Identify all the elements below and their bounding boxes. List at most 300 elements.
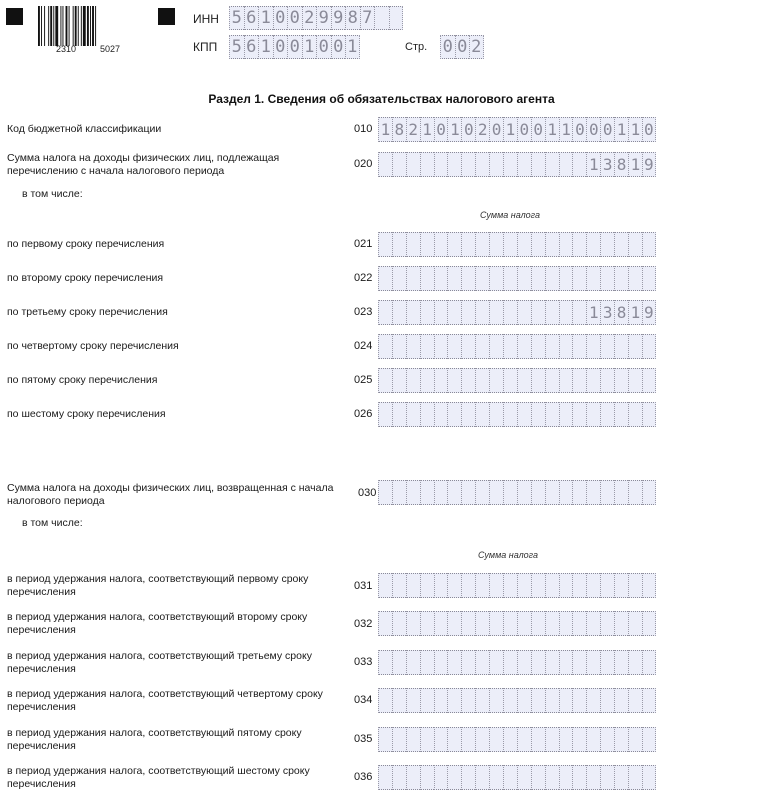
char-cell: 0 xyxy=(586,117,600,142)
row-022-label: по второму сроку перечисления xyxy=(7,272,164,284)
char-cell xyxy=(531,727,545,752)
barcode-bar xyxy=(69,6,70,46)
char-cell xyxy=(489,334,503,359)
char-cell xyxy=(545,611,559,636)
char-cell xyxy=(559,368,573,393)
char-cell xyxy=(600,266,614,291)
char-cell xyxy=(559,573,573,598)
char-cell xyxy=(628,688,642,713)
row-025-field[interactable] xyxy=(378,368,656,393)
char-cell xyxy=(475,765,489,790)
row-022-code: 022 xyxy=(354,272,373,284)
char-cell xyxy=(406,152,420,177)
char-cell xyxy=(600,232,614,257)
char-cell: 0 xyxy=(273,6,288,30)
char-cell xyxy=(614,650,628,675)
char-cell xyxy=(447,368,461,393)
char-cell xyxy=(475,573,489,598)
char-cell xyxy=(586,573,600,598)
char-cell xyxy=(406,650,420,675)
char-cell xyxy=(420,334,434,359)
char-cell: 0 xyxy=(572,117,586,142)
row-023-code: 023 xyxy=(354,306,373,318)
char-cell xyxy=(572,480,586,505)
char-cell xyxy=(545,650,559,675)
char-cell xyxy=(642,765,656,790)
char-cell: 3 xyxy=(600,152,614,177)
char-cell xyxy=(378,368,392,393)
char-cell xyxy=(545,402,559,427)
row-023-label: по третьему сроку перечисления xyxy=(7,306,168,318)
page-number-field[interactable] xyxy=(440,35,484,59)
char-cell xyxy=(378,611,392,636)
char-cell xyxy=(475,611,489,636)
char-cell xyxy=(517,727,531,752)
char-cell xyxy=(461,334,475,359)
char-cell xyxy=(392,368,406,393)
char-cell: 6 xyxy=(244,35,259,59)
char-cell xyxy=(572,727,586,752)
char-cell xyxy=(461,368,475,393)
char-cell xyxy=(475,266,489,291)
barcode-bar xyxy=(60,6,61,46)
char-cell: 9 xyxy=(316,6,331,30)
row-034-field[interactable] xyxy=(378,688,656,713)
char-cell xyxy=(600,402,614,427)
char-cell: 9 xyxy=(642,300,656,325)
char-cell xyxy=(406,727,420,752)
char-cell xyxy=(447,688,461,713)
char-cell xyxy=(447,480,461,505)
char-cell: 0 xyxy=(434,117,448,142)
char-cell xyxy=(461,402,475,427)
char-cell xyxy=(392,650,406,675)
char-cell: 0 xyxy=(273,35,288,59)
char-cell xyxy=(420,480,434,505)
char-cell xyxy=(586,688,600,713)
char-cell xyxy=(378,688,392,713)
char-cell xyxy=(420,402,434,427)
char-cell xyxy=(517,402,531,427)
char-cell xyxy=(406,368,420,393)
row-036-code: 036 xyxy=(354,771,373,783)
row-026-label: по шестому сроку перечисления xyxy=(7,408,166,420)
char-cell xyxy=(572,152,586,177)
char-cell xyxy=(531,266,545,291)
char-cell xyxy=(489,232,503,257)
char-cell xyxy=(628,727,642,752)
row-035-label: в период удержания налога, соответствующий пятому сроку перечисления xyxy=(7,727,302,752)
char-cell xyxy=(503,765,517,790)
row-036-field[interactable] xyxy=(378,765,656,790)
char-cell: 2 xyxy=(475,117,489,142)
barcode-bar xyxy=(83,6,86,46)
char-cell: 0 xyxy=(489,117,503,142)
char-cell xyxy=(461,611,475,636)
char-cell xyxy=(517,611,531,636)
char-cell: 5 xyxy=(229,6,244,30)
char-cell xyxy=(531,300,545,325)
char-cell xyxy=(503,402,517,427)
char-cell xyxy=(531,688,545,713)
char-cell xyxy=(392,688,406,713)
char-cell xyxy=(600,688,614,713)
barcode-bar xyxy=(87,6,89,46)
char-cell xyxy=(489,573,503,598)
char-cell xyxy=(447,266,461,291)
barcode-bar xyxy=(44,6,45,46)
barcode-bar xyxy=(41,6,42,46)
char-cell: 3 xyxy=(600,300,614,325)
char-cell xyxy=(475,152,489,177)
char-cell xyxy=(614,266,628,291)
char-cell xyxy=(406,232,420,257)
char-cell xyxy=(461,650,475,675)
char-cell xyxy=(392,232,406,257)
char-cell: 0 xyxy=(316,35,331,59)
char-cell xyxy=(475,402,489,427)
char-cell xyxy=(447,573,461,598)
char-cell xyxy=(378,266,392,291)
char-cell xyxy=(559,688,573,713)
char-cell xyxy=(531,611,545,636)
row-020-label: Сумма налога на доходы физических лиц, подлежащая перечислению с начала налогового периода xyxy=(7,152,280,177)
char-cell xyxy=(572,300,586,325)
char-cell xyxy=(642,402,656,427)
char-cell xyxy=(503,480,517,505)
char-cell xyxy=(447,727,461,752)
char-cell xyxy=(378,152,392,177)
char-cell xyxy=(517,152,531,177)
inn-field[interactable] xyxy=(229,6,403,30)
char-cell xyxy=(503,266,517,291)
char-cell xyxy=(517,334,531,359)
char-cell xyxy=(489,688,503,713)
char-cell xyxy=(628,402,642,427)
char-cell xyxy=(614,727,628,752)
char-cell xyxy=(475,368,489,393)
char-cell xyxy=(545,152,559,177)
char-cell xyxy=(600,765,614,790)
char-cell xyxy=(392,300,406,325)
char-cell xyxy=(614,402,628,427)
char-cell xyxy=(475,727,489,752)
char-cell xyxy=(489,402,503,427)
char-cell xyxy=(559,727,573,752)
char-cell: 0 xyxy=(287,35,302,59)
char-cell xyxy=(420,727,434,752)
char-cell: 1 xyxy=(420,117,434,142)
char-cell: 1 xyxy=(258,6,273,30)
barcode-bar xyxy=(66,6,68,46)
row-033-field[interactable] xyxy=(378,650,656,675)
char-cell xyxy=(489,152,503,177)
barcode-bar xyxy=(48,6,49,46)
char-cell xyxy=(378,573,392,598)
barcode-bar xyxy=(75,6,77,46)
char-cell xyxy=(503,368,517,393)
char-cell xyxy=(489,650,503,675)
char-cell xyxy=(489,480,503,505)
tax-amount-header-1: Сумма налога xyxy=(480,210,541,220)
char-cell xyxy=(572,573,586,598)
char-cell: 2 xyxy=(302,6,317,30)
char-cell: 1 xyxy=(628,152,642,177)
char-cell xyxy=(545,368,559,393)
including-label-1: в том числе: xyxy=(22,188,83,200)
char-cell xyxy=(600,650,614,675)
char-cell: 1 xyxy=(378,117,392,142)
char-cell xyxy=(475,480,489,505)
char-cell xyxy=(475,300,489,325)
row-030-label: Сумма налога на доходы физических лиц, возвращенная с начала налогового периода xyxy=(7,482,334,507)
char-cell xyxy=(406,765,420,790)
row-021-code: 021 xyxy=(354,238,373,250)
char-cell xyxy=(628,334,642,359)
char-cell xyxy=(447,334,461,359)
char-cell xyxy=(461,688,475,713)
row-026-code: 026 xyxy=(354,408,373,420)
section-title: Раздел 1. Сведения об обязательствах налогового агента xyxy=(208,92,555,106)
char-cell xyxy=(586,266,600,291)
row-021-field[interactable] xyxy=(378,232,656,257)
row-030-field[interactable] xyxy=(378,480,656,505)
char-cell xyxy=(434,573,448,598)
row-022-field[interactable] xyxy=(378,266,656,291)
char-cell xyxy=(642,650,656,675)
row-023-field[interactable] xyxy=(378,300,656,325)
char-cell xyxy=(434,765,448,790)
char-cell xyxy=(461,573,475,598)
char-cell xyxy=(489,727,503,752)
char-cell xyxy=(517,232,531,257)
char-cell: 1 xyxy=(545,117,559,142)
char-cell xyxy=(447,300,461,325)
row-031-label: в период удержания налога, соответствующий первому сроку перечисления xyxy=(7,573,309,598)
char-cell xyxy=(586,611,600,636)
char-cell xyxy=(559,480,573,505)
char-cell xyxy=(420,611,434,636)
row-034-label: в период удержания налога, соответствующий четвертому сроку перечисления xyxy=(7,688,323,713)
barcode-bar xyxy=(38,6,40,46)
char-cell: 0 xyxy=(287,6,302,30)
char-cell xyxy=(461,765,475,790)
char-cell xyxy=(559,650,573,675)
char-cell: 0 xyxy=(531,117,545,142)
char-cell xyxy=(392,266,406,291)
char-cell xyxy=(572,611,586,636)
char-cell xyxy=(545,266,559,291)
char-cell xyxy=(475,334,489,359)
char-cell xyxy=(531,334,545,359)
corner-marker-left xyxy=(6,8,23,25)
row-033-code: 033 xyxy=(354,656,373,668)
char-cell xyxy=(531,573,545,598)
row-031-field[interactable] xyxy=(378,573,656,598)
char-cell xyxy=(392,334,406,359)
row-034-code: 034 xyxy=(354,694,373,706)
char-cell xyxy=(447,402,461,427)
row-032-label: в период удержания налога, соответствующий второму сроку перечисления xyxy=(7,611,308,636)
page-label: Стр. xyxy=(405,41,428,53)
row-032-field[interactable] xyxy=(378,611,656,636)
row-020-field[interactable] xyxy=(378,152,656,177)
char-cell xyxy=(392,727,406,752)
char-cell xyxy=(406,266,420,291)
char-cell xyxy=(545,232,559,257)
char-cell xyxy=(614,573,628,598)
char-cell xyxy=(517,765,531,790)
char-cell xyxy=(614,232,628,257)
char-cell xyxy=(378,402,392,427)
barcode-bar xyxy=(78,6,79,46)
char-cell: 5 xyxy=(229,35,244,59)
row-010-field[interactable] xyxy=(378,117,656,142)
char-cell xyxy=(572,765,586,790)
char-cell xyxy=(642,688,656,713)
char-cell xyxy=(503,688,517,713)
char-cell xyxy=(600,480,614,505)
char-cell xyxy=(586,368,600,393)
char-cell xyxy=(447,611,461,636)
char-cell: 0 xyxy=(461,117,475,142)
char-cell xyxy=(559,334,573,359)
char-cell xyxy=(572,266,586,291)
row-010-label: Код бюджетной классификации xyxy=(7,123,162,135)
char-cell: 1 xyxy=(628,300,642,325)
row-010-code: 010 xyxy=(354,123,373,135)
char-cell xyxy=(586,334,600,359)
barcode-number-right: 5027 xyxy=(100,44,121,54)
barcode-bar xyxy=(50,6,52,46)
char-cell xyxy=(447,765,461,790)
char-cell xyxy=(559,266,573,291)
char-cell: 0 xyxy=(600,117,614,142)
char-cell xyxy=(628,650,642,675)
char-cell xyxy=(503,152,517,177)
char-cell xyxy=(434,402,448,427)
char-cell: 1 xyxy=(258,35,273,59)
row-021-label: по первому сроку перечисления xyxy=(7,238,165,250)
char-cell: 1 xyxy=(447,117,461,142)
char-cell xyxy=(420,765,434,790)
char-cell xyxy=(559,300,573,325)
char-cell xyxy=(420,266,434,291)
char-cell xyxy=(447,232,461,257)
char-cell xyxy=(628,611,642,636)
char-cell xyxy=(378,480,392,505)
char-cell xyxy=(586,480,600,505)
barcode-bar xyxy=(73,6,74,46)
char-cell xyxy=(586,765,600,790)
char-cell xyxy=(434,727,448,752)
char-cell xyxy=(420,368,434,393)
char-cell: 2 xyxy=(406,117,420,142)
char-cell xyxy=(586,232,600,257)
char-cell xyxy=(545,334,559,359)
char-cell xyxy=(447,650,461,675)
char-cell xyxy=(559,152,573,177)
barcode-bar xyxy=(55,6,58,46)
char-cell xyxy=(531,232,545,257)
char-cell xyxy=(434,266,448,291)
char-cell xyxy=(545,573,559,598)
char-cell xyxy=(503,611,517,636)
row-020-code: 020 xyxy=(354,158,373,170)
char-cell xyxy=(642,611,656,636)
char-cell: 0 xyxy=(331,35,346,59)
char-cell xyxy=(572,368,586,393)
tax-amount-header-2: Сумма налога xyxy=(478,550,539,560)
row-024-code: 024 xyxy=(354,340,373,352)
char-cell xyxy=(489,300,503,325)
char-cell xyxy=(600,368,614,393)
barcode-number-left: 2310 xyxy=(56,44,77,54)
char-cell xyxy=(434,232,448,257)
char-cell xyxy=(489,765,503,790)
char-cell xyxy=(447,152,461,177)
char-cell xyxy=(517,688,531,713)
char-cell xyxy=(614,368,628,393)
char-cell xyxy=(503,232,517,257)
char-cell xyxy=(503,727,517,752)
barcode-bar xyxy=(92,6,94,46)
char-cell xyxy=(420,650,434,675)
char-cell xyxy=(434,152,448,177)
char-cell xyxy=(531,368,545,393)
char-cell xyxy=(572,650,586,675)
char-cell xyxy=(628,266,642,291)
row-026-field[interactable] xyxy=(378,402,656,427)
char-cell xyxy=(475,688,489,713)
char-cell xyxy=(545,688,559,713)
char-cell xyxy=(503,573,517,598)
barcode-bar xyxy=(95,6,96,46)
char-cell xyxy=(434,368,448,393)
char-cell xyxy=(378,334,392,359)
char-cell xyxy=(531,152,545,177)
char-cell xyxy=(642,368,656,393)
char-cell: 9 xyxy=(642,152,656,177)
char-cell xyxy=(628,573,642,598)
including-label-2: в том числе: xyxy=(22,517,83,529)
char-cell xyxy=(489,266,503,291)
char-cell xyxy=(586,650,600,675)
row-035-field[interactable] xyxy=(378,727,656,752)
kpp-field[interactable] xyxy=(229,35,360,59)
char-cell xyxy=(600,611,614,636)
char-cell xyxy=(392,611,406,636)
char-cell xyxy=(420,688,434,713)
char-cell: 1 xyxy=(503,117,517,142)
char-cell xyxy=(434,334,448,359)
barcode-bar xyxy=(62,6,63,46)
row-033-label: в период удержания налога, соответствующий третьему сроку перечисления xyxy=(7,650,312,675)
char-cell xyxy=(628,765,642,790)
row-032-code: 032 xyxy=(354,618,373,630)
char-cell xyxy=(642,334,656,359)
char-cell: 1 xyxy=(586,152,600,177)
row-024-field[interactable] xyxy=(378,334,656,359)
char-cell xyxy=(642,727,656,752)
char-cell xyxy=(531,402,545,427)
char-cell xyxy=(406,688,420,713)
char-cell xyxy=(517,300,531,325)
char-cell xyxy=(600,573,614,598)
char-cell xyxy=(434,611,448,636)
char-cell: 8 xyxy=(614,152,628,177)
char-cell: 1 xyxy=(586,300,600,325)
